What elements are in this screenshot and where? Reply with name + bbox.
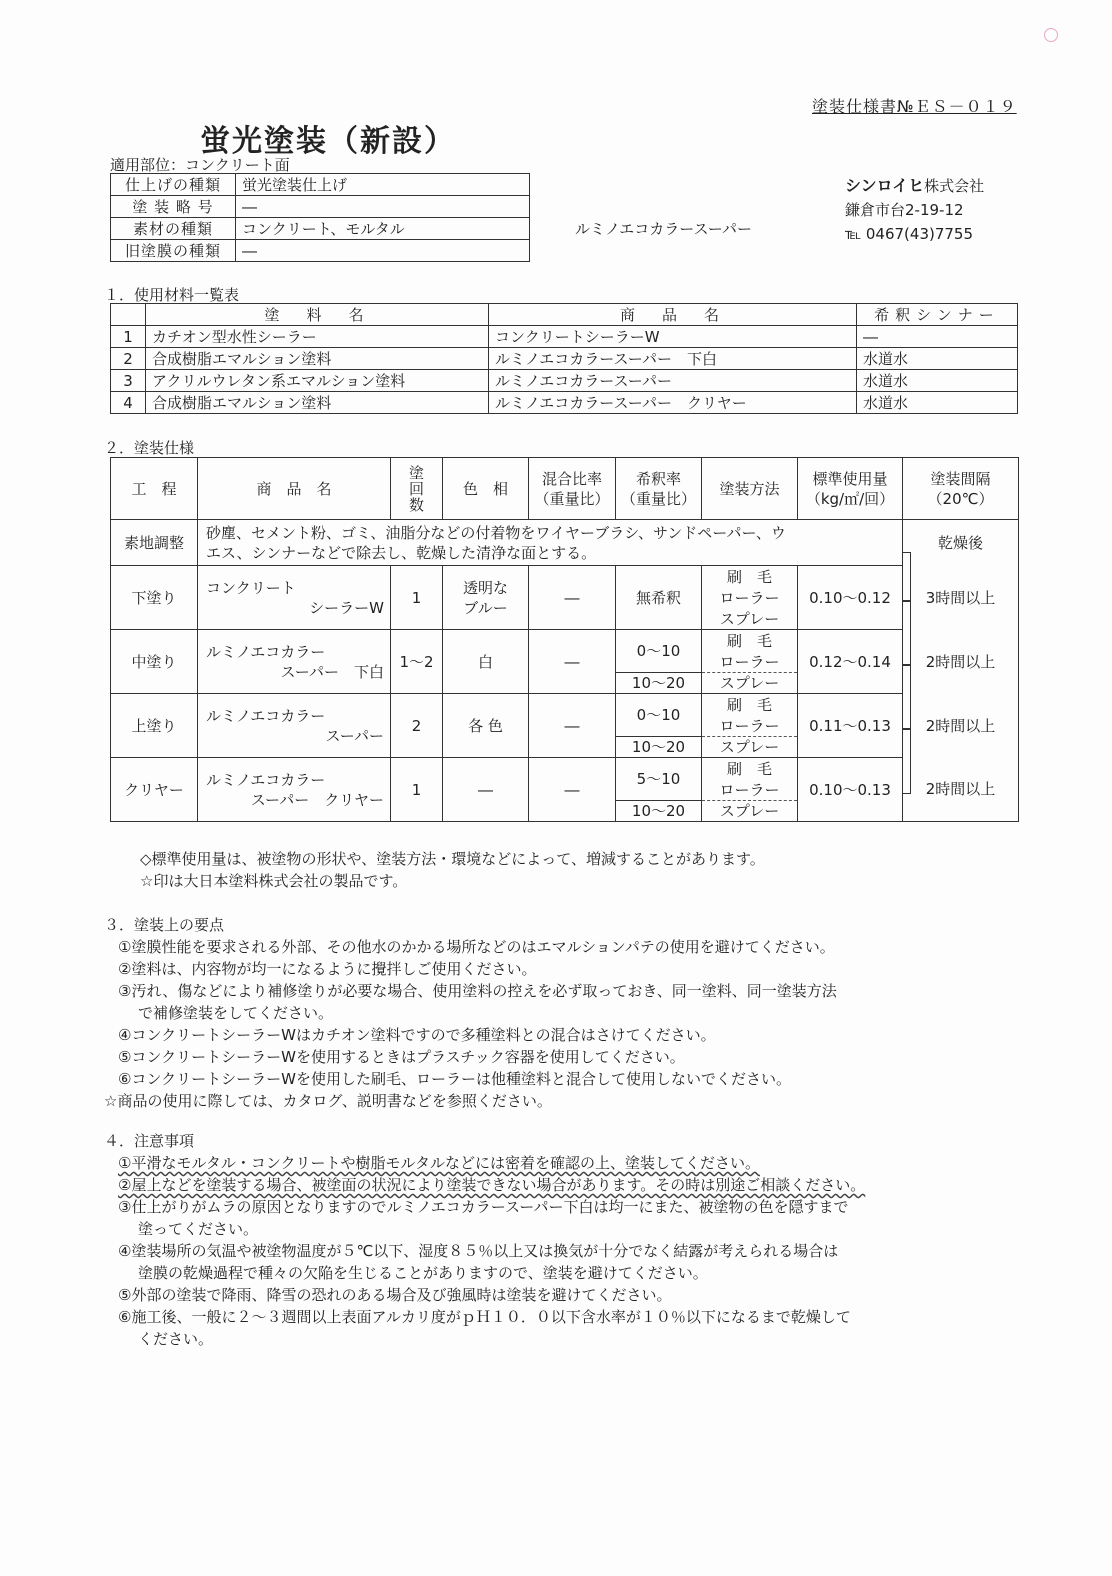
dilution-cell: 5～10 [616, 758, 702, 801]
product-line2: スーパー 下白 [280, 662, 384, 681]
table-row [111, 326, 1018, 348]
spec-notes [140, 848, 765, 892]
coats-cell: 1 [391, 758, 443, 822]
header-mix-sub: （重量比） [534, 489, 610, 508]
mix-cell: ― [529, 694, 616, 758]
process-cell: 中塗り [111, 630, 198, 694]
dilution-cell: 無希釈 [616, 566, 702, 630]
section3-footer: ☆商品の使用に際しては、カタログ、説明書などを参照ください。 [104, 1092, 552, 1110]
header-usage-sub: （kg/㎡/回） [805, 489, 895, 508]
list-item: ⑤コンクリートシーラーWを使用するときはプラスチック容器を使用してください。 [118, 1048, 685, 1066]
list-item: ④コンクリートシーラーWはカチオン塗料ですので多種塗料との混合はさけてください。 [118, 1026, 716, 1044]
dilution-cell: 0～10 [616, 630, 702, 673]
list-item-continued: で補修塗装をしてください。 [138, 1004, 334, 1022]
header-product: 商 品 名 [198, 458, 391, 520]
header-dilution: 希釈率 [635, 469, 681, 488]
header-interval-sub: （20℃） [927, 489, 994, 508]
product-line1: ルミノエコカラー [206, 770, 326, 789]
method-spray: スプレー [702, 737, 798, 758]
usage-cell: 0.12～0.14 [798, 630, 903, 694]
info-row [111, 240, 530, 262]
mix-cell: ― [529, 566, 616, 630]
header-dilution-sub: （重量比） [620, 489, 696, 508]
interval-bracket [902, 728, 911, 794]
materials-table [110, 303, 1018, 414]
prep-text-line1: 砂塵、セメント粉、ゴミ、油脂分などの付着物をワイヤーブラシ、サンドペーパー、ウ [206, 523, 786, 542]
usage-cell: 0.10～0.12 [798, 566, 903, 630]
spec-table [110, 457, 1019, 822]
info-row [111, 174, 530, 196]
thinner-cell: 水道水 [857, 370, 1018, 392]
dilution-cell-alt: 10～20 [616, 801, 702, 822]
method-roller: ローラー [702, 588, 798, 609]
document-title: 蛍光塗装（新設） [200, 124, 456, 159]
method-roller: ローラー [702, 716, 798, 737]
dilution-cell: 0～10 [616, 694, 702, 737]
method-brush: 刷 毛 [702, 694, 798, 716]
method-brush: 刷 毛 [702, 758, 798, 780]
section3-block [104, 914, 837, 1112]
list-item: ⑥施工後、一般に２～３週間以上表面アルカリ度がｐＨ１０．０以下含水率が１０％以下になるまで乾燥して [118, 1308, 851, 1326]
interval-cell: 2時間以上 [903, 758, 1019, 822]
header-color: 色 相 [443, 458, 529, 520]
method-brush: 刷 毛 [702, 566, 798, 588]
interval-bracket [902, 600, 911, 666]
prep-row [111, 520, 1019, 566]
product-name-cell: ルミノエコカラースーパー [489, 370, 857, 392]
paint-name: カチオン型水性シーラー [146, 326, 489, 348]
color-cell: ― [443, 758, 529, 822]
process-cell: クリヤー [111, 758, 198, 822]
info-key: 仕上げの種類 [111, 174, 236, 196]
color-cell: 白 [443, 630, 529, 694]
section3-title: ３．塗装上の要点 [104, 916, 225, 934]
mix-cell: ― [529, 758, 616, 822]
note-line: ☆印は大日本塗料株式会社の製品です。 [140, 872, 408, 890]
company-suffix: 株式会社 [924, 177, 985, 195]
method-roller: ローラー [702, 780, 798, 801]
header-coats: 塗回数 [408, 463, 424, 514]
usage-cell: 0.11～0.13 [798, 694, 903, 758]
prep-interval: 乾燥後 [903, 520, 1019, 566]
prep-text-line2: エス、シンナーなどで除去し、乾燥した清浄な面とする。 [206, 543, 597, 562]
color-line1: 透明な [462, 578, 508, 597]
header-usage: 標準使用量 [812, 469, 888, 488]
row-number: 2 [111, 348, 146, 370]
row-number: 4 [111, 392, 146, 414]
section1-title: １．使用材料一覧表 [104, 286, 240, 304]
product-line2: シーラーW [309, 598, 384, 617]
info-row [111, 218, 530, 240]
header-product: 商 品 名 [489, 304, 857, 326]
table-row [111, 758, 1019, 780]
list-item-continued: 塗膜の乾燥過程で種々の欠陥を生じることがありますので、塗装を避けてください。 [138, 1264, 708, 1282]
list-item: ③仕上がりがムラの原因となりますのでルミノエコカラースーパー下白は均一にまた、被塗物の色を隠すまで [118, 1198, 849, 1216]
company-block [845, 174, 984, 246]
table-row [111, 392, 1018, 414]
interval-bracket [902, 664, 911, 730]
product-line1: ルミノエコカラー [206, 706, 326, 725]
thinner-cell: ― [857, 326, 1018, 348]
list-item-continued: ください。 [138, 1330, 214, 1348]
process-cell: 上塗り [111, 694, 198, 758]
punch-mark [1044, 28, 1058, 42]
coats-cell: 2 [391, 694, 443, 758]
product-name-cell: ルミノエコカラースーパー クリヤー [489, 392, 857, 414]
list-item: ①塗膜性能を要求される外部、その他水のかかる場所などのはエマルションパテの使用を避けてください。 [118, 938, 835, 956]
info-key: 素材の種類 [111, 218, 236, 240]
list-item-continued: 塗ってください。 [138, 1220, 259, 1238]
applied-area: 適用部位：コンクリート面 [110, 156, 290, 174]
info-value: ― [236, 240, 530, 262]
coats-cell: 1～2 [391, 630, 443, 694]
table-row [111, 694, 1019, 716]
method-roller: ローラー [702, 652, 798, 673]
method-spray: スプレー [702, 673, 798, 694]
company-address: 鎌倉市台2-19-12 [845, 201, 964, 219]
info-value: コンクリート、モルタル [236, 218, 530, 240]
info-value: 蛍光塗装仕上げ [236, 174, 530, 196]
list-item: ②塗料は、内容物が均一になるように攪拌しご使用ください。 [118, 960, 537, 978]
list-item: ④塗装場所の気温や被塗物温度が５℃以下、湿度８５％以上又は換気が十分でなく結露が考えられる場合は [118, 1242, 839, 1260]
method-spray: スプレー [702, 609, 798, 630]
list-item: ③汚れ、傷などにより補修塗りが必要な場合、使用塗料の控えを必ず取っておき、同一塗料、同一塗装方法 [118, 982, 837, 1000]
product-line1: コンクリート [206, 578, 296, 597]
method-brush: 刷 毛 [702, 630, 798, 652]
interval-cell: 2時間以上 [903, 630, 1019, 694]
header-paint: 塗 料 名 [146, 304, 489, 326]
spec-header [111, 458, 1019, 520]
thinner-cell: 水道水 [857, 392, 1018, 414]
interval-cell: 2時間以上 [903, 694, 1019, 758]
list-item: ②屋上などを塗装する場合、被塗面の状況により塗装できない場合があります。その時は別途ご相談ください。 [118, 1176, 866, 1194]
interval-cell: 3時間以上 [903, 566, 1019, 630]
product-line2: スーパー クリヤー [250, 790, 384, 809]
header-process: 工 程 [111, 458, 198, 520]
usage-cell: 0.10～0.13 [798, 758, 903, 822]
paint-name: 合成樹脂エマルション塗料 [146, 392, 489, 414]
row-number: 1 [111, 326, 146, 348]
color-line2: ブルー [463, 598, 508, 617]
materials-header [111, 304, 1018, 326]
info-table [110, 173, 530, 262]
paint-name: アクリルウレタン系エマルション塗料 [146, 370, 489, 392]
section4-block [104, 1130, 865, 1350]
method-spray: スプレー [702, 801, 798, 822]
list-item: ⑤外部の塗装で降雨、降雪の恐れのある場合及び強風時は塗装を避けてください。 [118, 1286, 672, 1304]
table-row [111, 566, 1019, 588]
mix-cell: ― [529, 630, 616, 694]
process-cell: 下塗り [111, 566, 198, 630]
section4-title: ４．注意事項 [104, 1132, 195, 1150]
product-name-cell: コンクリートシーラーW [489, 326, 857, 348]
header-mix: 混合比率 [541, 469, 602, 488]
info-key: 旧塗膜の種類 [111, 240, 236, 262]
info-value: ― [236, 196, 530, 218]
note-line: ◇標準使用量は、被塗物の形状や、塗装方法・環境などによって、増減することがあります。 [140, 850, 765, 868]
dilution-cell-alt: 10～20 [616, 673, 702, 694]
row-number: 3 [111, 370, 146, 392]
list-item: ⑥コンクリートシーラーWを使用した刷毛、ローラーは他種塗料と混合して使用しないでください。 [118, 1070, 791, 1088]
product-name: ルミノエコカラースーパー [575, 220, 753, 238]
prep-process: 素地調整 [111, 520, 198, 566]
table-row [111, 370, 1018, 392]
paint-name: 合成樹脂エマルション塗料 [146, 348, 489, 370]
interval-bracket [902, 552, 911, 602]
spec-number: 塗装仕様書№ＥＳ－０１９ [812, 97, 1017, 116]
info-row [111, 196, 530, 218]
coats-cell: 1 [391, 566, 443, 630]
header-thinner: 希釈シンナー [857, 304, 1018, 326]
product-line1: ルミノエコカラー [206, 642, 326, 661]
list-item: ①平滑なモルタル・コンクリートや樹脂モルタルなどには密着を確認の上、塗装してください。 [118, 1154, 760, 1172]
company-brand: シンロイヒ [845, 176, 925, 195]
info-key: 塗 装 略 号 [111, 196, 236, 218]
dilution-cell-alt: 10～20 [616, 737, 702, 758]
thinner-cell: 水道水 [857, 348, 1018, 370]
product-name-cell: ルミノエコカラースーパー 下白 [489, 348, 857, 370]
header-interval: 塗装間隔 [930, 469, 991, 488]
product-line2: スーパー [325, 726, 384, 745]
section2-title: ２．塗装仕様 [104, 439, 195, 457]
table-row [111, 630, 1019, 652]
table-row [111, 348, 1018, 370]
company-tel: ℡ 0467(43)7755 [845, 225, 974, 243]
header-method: 塗装方法 [702, 458, 798, 520]
color-cell: 各 色 [443, 694, 529, 758]
